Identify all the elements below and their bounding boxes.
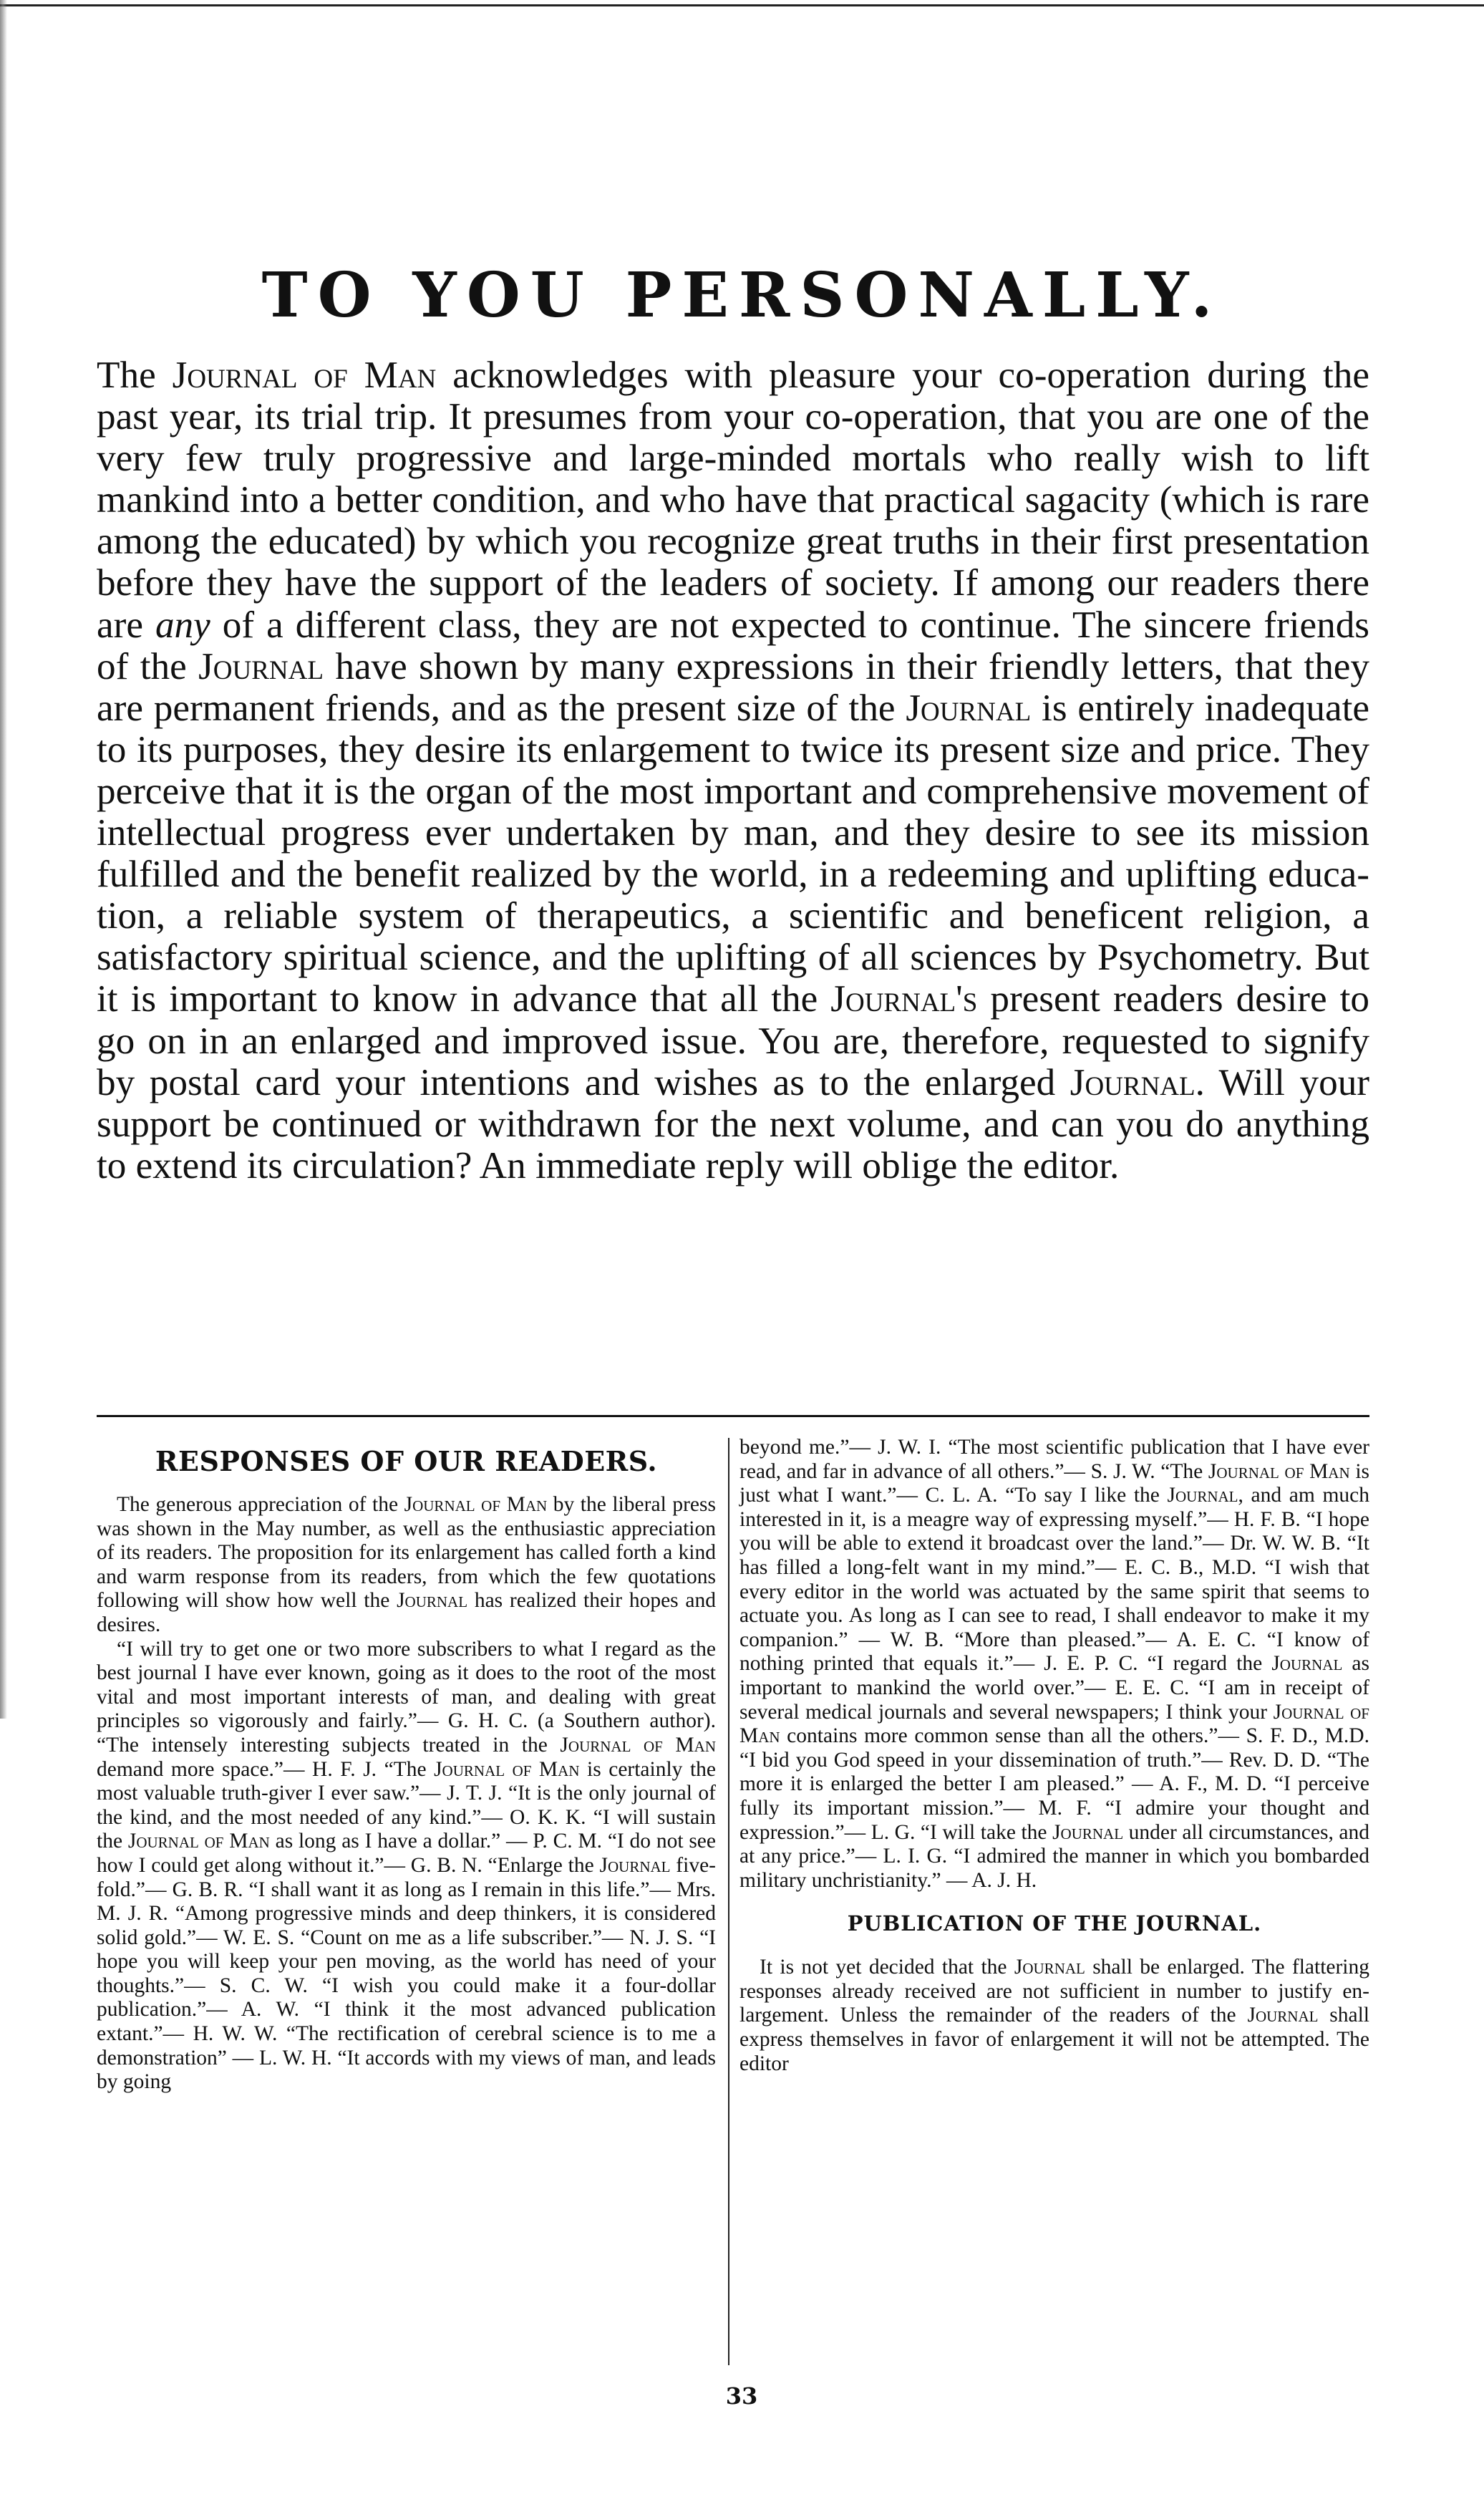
journal-name: Journal [1247,2004,1319,2027]
text-run: as important to mankind the world over.”— E. E. C. “I am in receipt of several medical journals and several newspapers; I think your [739,1652,1369,1724]
intro-text-5: is entirely inadequate to its purposes, they desire its enlargement to twice its present size and price. They perceive that it is the organ of the most important and comprehensive movement of intellectual progress ever undertaken by man, and they desire to see its mission fulfilled and the benefit realized by the world, in a redeeming and uplifting education, a reliable system of therapeutics, a scientific and beneficent religion, a satisfactory spiritual science, and the uplifting of all sciences by Psychometry. But it is important to know in advance that all the [97,686,1369,1020]
intro-paragraph [97,354,1369,1187]
intro-text-2: acknowledges with pleasure your co-operation during the past year, its trial trip. It presumes from your co-operation, that you are one of the very few truly progressive and large-minded mortals who really wish to lift mankind into a better condition, and who have that practical sagacity (which is rare among the educated) by which you recognize great truths in their first presentation before they have the support of the leaders of society. If among our readers there are [97,354,1369,646]
journal-name: Journal [397,1589,468,1613]
responses-heading: RESPONSES OF OUR READERS. [155,1445,658,1477]
text-run: as long as I have a dollar.” — P. C. M. “I do not see how I could get along without it.”— G. B. N. “Enlarge the [97,1830,716,1877]
top-rule [0,4,1484,6]
journal-name: Journal of Man [404,1493,548,1516]
text-run: is just what I want.”— C. L. A. “To say I like the [739,1459,1369,1507]
journal-name: Journal [906,686,1032,729]
intro-text-4: have shown by many expressions in their friendly letters, that they are permanent friends, and as the present size of the [97,644,1369,729]
page-number: 33 [725,2382,758,2410]
page-edge-shadow [0,0,7,1719]
journal-name: Journal of Man [172,354,437,396]
publication-paragraph [739,1956,1369,2076]
journal-name: Journal of Man [1208,1459,1350,1483]
page-title: TO YOU PERSONALLY. [261,259,1223,332]
journal-name: Journal [1070,1061,1196,1103]
responses-paragraph-2 [97,1638,716,2095]
text-run: five-fold.”— G. B. R. “I shall want it as long as I remain in this life.”— Mrs. M. J. R. “Among progressive minds and deep thinkers, it is considered solid gold.”— W. E. S. “Count on me as a life subscriber.”— N. J. S. “I hope you will keep your pen moving, as the world has need of your thoughts.”— S. C. W. “I wish you could make it a four-dollar publication.”— A. W. “I think it the most advanced publication extant.”— H. W. W. “The rectification of cerebral science is to me a demonstration” — L. W. H. “It accords with my views of man, and leads by going [97,1853,716,2094]
text-run: by the liberal press was shown in the May number, as well as the enthusiastic appreciation of its readers. The proposition for its enlargement has called forth a kind and warm response from its readers, from which the few quotations following will show how well the [97,1493,716,1613]
section-divider [97,1415,1369,1417]
text-run: , and am much interested in it, is a meagre way of expressing myself.”— H. F. B. “I hope you will be able to extend it broadcast over the land.”— Dr. W. W. B. “It has filled a long-felt want in my mind.”— E. C. B., M.D. “I wish that every editor in the world was actuated by the same spirit that seems to actuate you. As long as I can see to read, I shall endeavor to make it my companion.” — W. B. “More than pleased.”— A. E. C. “I know of nothing printed that equals it.”— J. E. P. C. “I regard the [739,1484,1369,1676]
journal-name: Journal [1167,1484,1238,1507]
text-run: It is not yet decided that the [760,1956,1014,1979]
journal-name: Journal's [830,977,978,1020]
text-run: beyond me.”— J. W. I. “The most scientific publication that I have ever read, and far in advance of all others.”— S. J. W. “The [739,1436,1369,1483]
journal-name: Journal [1014,1956,1085,1979]
intro-text-3: of a different class, they are not expected to continue. The sincere friends of the [97,603,1369,687]
responses-paragraph-1 [97,1493,716,1638]
text-run: The generous appreciation of the [117,1493,404,1516]
journal-name: Journal [1271,1652,1343,1676]
text-run: contains more common sense than all the others.”— S. F. D., M.D. “I bid you God speed in your dissemination of truth.”— Rev. D. D. “The more it is enlarged the better I am pleased.” — A. F., M. D. “I perceive fully its important mission.”— M. F. “I admire your thought and expression.”— L. G. “I will take the [739,1724,1369,1844]
journal-name: Journal of Man [560,1733,716,1757]
text-run: demand more space.”— H. F. J. “The [97,1757,435,1781]
journal-name: Journal of Man [434,1757,580,1781]
journal-name: Journal [198,644,324,687]
text-run: “I will try to get one or two more subscribers to what I regard as the best journal I have ever known, going as it does to the root of the most vital and most important interests of man, and dealing with great principles so vigorously and fairly.”— G. H. C. (a Southern author). “The intensely interesting subjects treated in the [97,1637,716,1757]
text-run: shall express themselves in favor of enlargement it will not be attempted. The editor [739,2004,1369,2075]
journal-name: Journal [599,1853,671,1877]
intro-text-7: . Will your support be continued or withdrawn for the next volume, and can you do anything to extend its circulation? An immediate reply will oblige the editor. [97,1061,1369,1187]
text-run: has realized their hopes and desires. [97,1589,716,1636]
journal-name: Journal of Man [127,1830,270,1853]
journal-name: Journal [1052,1820,1124,1844]
left-column [97,1436,716,2095]
emphasis-any: any [155,603,210,646]
text-run: under all circumstances, and at any price.”— L. I. G. “I admired the manner in which you bombarded military unchristianity.” — A. J. H. [739,1820,1369,1892]
text-run: is certainly the most valuable truth-giver I ever saw.”— J. T. J. “It is the only journal of the kind, and the most needed of any kind.”— O. K. K. “I will sustain the [97,1757,716,1853]
text-run: shall be enlarged. The flattering responses already received are not sufficient in number to justify enlargement. Unless the remainder of the readers of the [739,1956,1369,2027]
publication-heading: PUBLICATION OF THE JOURNAL. [847,1911,1262,1936]
journal-name: Journal of Man [739,1700,1369,1748]
intro-text-6: present readers desire to go on in an enlarged and improved issue. You are, therefore, requested to signify by postal card your intentions and wishes as to the enlarged [97,977,1369,1103]
right-column [739,1436,1369,2076]
column-divider [728,1438,729,2365]
intro-text-1: The [97,354,173,396]
responses-paragraph-continued [739,1436,1369,1893]
